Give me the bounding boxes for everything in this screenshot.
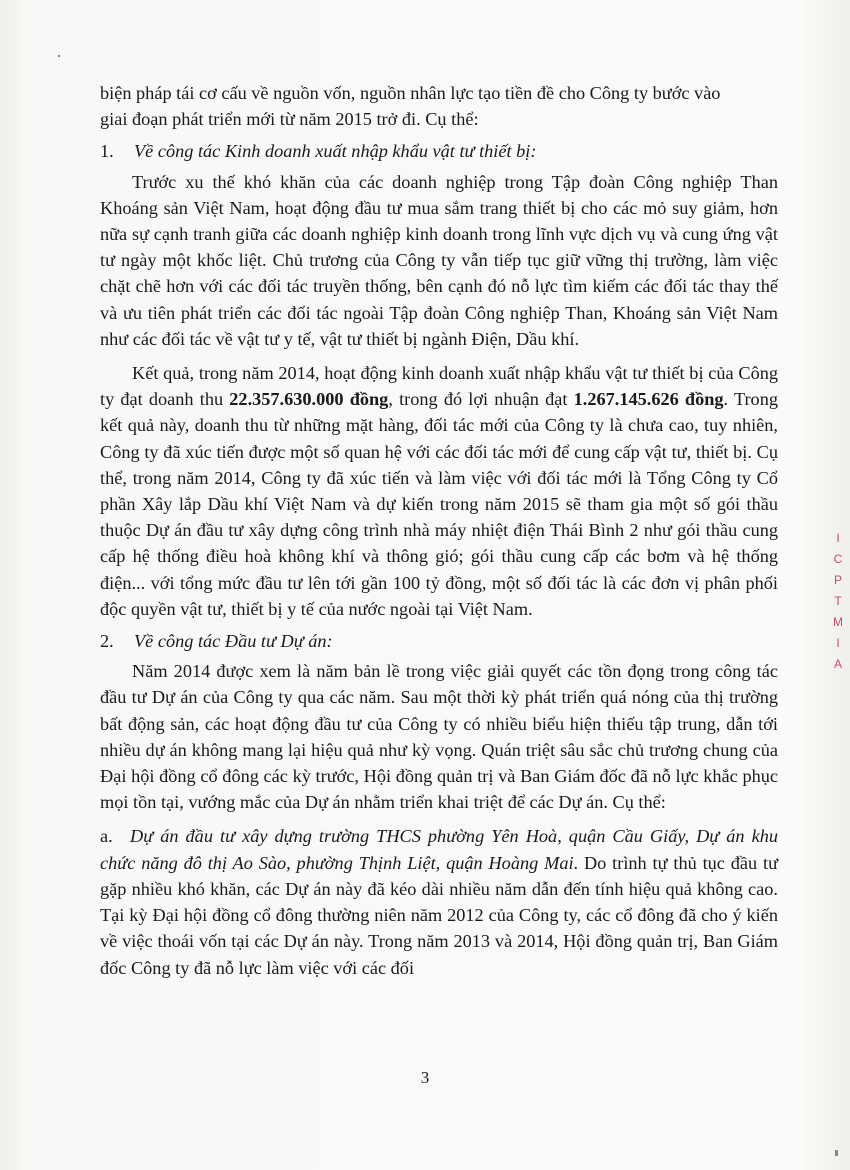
section-1-paragraph-2-part-b: , trong đó lợi nhuận đạt — [388, 389, 574, 410]
item-a-text: . Do trình tự thủ tục đầu tư gặp nhiều khó khăn, các Dự án này đã kéo dài nhiều năm dẫn đến tính hiệu quả không cao. Tại kỳ Đại hội đồng cổ đông thường niên năm 2012 của Công ty, các cổ đông đã cho ý kiến về việc thoái vốn tại các Dự án này. Trong năm 2013 và 2014, Hội đồng quản trị, Ban Giám đốc Công ty đã nỗ lực làm việc với các đối — [100, 852, 779, 978]
profit-value: 1.267.145.626 đồng — [573, 389, 724, 410]
section-1-paragraph-1: Trước xu thế khó khăn của các doanh nghiệp trong Tập đoàn Công nghiệp Than Khoáng sản Việt Nam, hoạt động đầu tư mua sắm trang thiết bị cho các mỏ suy giảm, hơn nữa sự cạnh tranh giữa các doanh nghiệp kinh doanh trong lĩnh vực dịch vụ và cung ứng vật tư ngày một khốc liệt. Chủ trương của Công ty vẫn tiếp tục giữ vững thị trường, làm việc chặt chẽ hơn với các đối tác truyền thống, bên cạnh đó nỗ lực tìm kiếm các đối tác thay thế và ưu tiên phát triển các đối tác ngoài Tập đoàn Công nghiệp Than, Khoáng sản Việt Nam như các đối tác về vật tư y tế, vật tư thiết bị ngành Điện, Dầu khí. — [100, 171, 778, 349]
scan-speck — [58, 55, 60, 57]
stamp-char: P — [833, 573, 842, 587]
section-2-number: 2. — [100, 631, 114, 652]
intro-paragraph — [100, 80, 778, 132]
intro-line-2: giai đoạn phát triển mới từ năm 2015 trở đi. Cụ thể: — [100, 109, 479, 130]
stamp-char: A — [833, 657, 842, 671]
intro-line-1: biện pháp tái cơ cấu về nguồn vốn, nguồn nhân lực tạo tiền đề cho Công ty bước vào — [100, 83, 721, 103]
section-1-paragraph-2-part-c: . Trong kết quả này, doanh thu từ những mặt hàng, đối tác mới của Công ty là chưa cao, tuy nhiên, Công ty đã xúc tiến được một số quan hệ với các đối tác mới để cung cấp vật tư, thiết bị. Cụ thể, trong năm 2014, Công ty đã xúc tiến và làm việc với đối tác mới là Tổng Công ty Cổ phần Xây lắp Dầu khí Việt Nam và dự kiến trong năm 2015 sẽ tham gia một số gói thầu thuộc Dự án đầu tư xây dựng công trình nhà máy nhiệt điện Thái Bình 2 như gói thầu cung cấp hệ thống điều hoà không khí và thông gió; gói thầu cung cấp các bơm và hệ thống điện... với tổng mức đầu tư lên tới gần 100 tỷ đồng, một số đối tác là các đơn vị phân phối độc quyền vật tư, thiết bị y tế của nước ngoài tại Việt Nam. — [100, 389, 778, 619]
section-1-title: Về công tác Kinh doanh xuất nhập khẩu vật tư thiết bị: — [134, 141, 537, 162]
section-2-title: Về công tác Đầu tư Dự án: — [134, 631, 333, 652]
section-1-paragraph-2-part-a: Kết quả, trong năm 2014, hoạt động kinh doanh xuất nhập khẩu vật tư thiết bị của Công ty đạt doanh thu — [100, 363, 778, 410]
section-1-paragraph-2 — [100, 360, 778, 622]
section-1-heading — [100, 138, 778, 164]
item-a-label: a. — [100, 826, 113, 847]
document-body — [100, 80, 778, 981]
revenue-value: 22.357.630.000 đồng — [229, 389, 389, 410]
scan-speck — [835, 1150, 838, 1156]
margin-stamp-mark — [830, 528, 846, 675]
stamp-char: C — [833, 552, 843, 566]
section-2-heading — [100, 628, 778, 654]
stamp-char: I — [836, 636, 840, 650]
stamp-char: I — [836, 531, 840, 545]
section-1-number: 1. — [100, 141, 114, 162]
stamp-char: M — [833, 615, 843, 629]
item-a-title: Dự án đầu tư xây dựng trường THCS phường Yên Hoà, quận Cầu Giấy, Dự án khu chức năng đô thị Ao Sào, phường Thịnh Liệt, quận Hoàng Mai — [100, 826, 778, 873]
section-2-paragraph-1: Năm 2014 được xem là năm bản lề trong việc giải quyết các tồn đọng trong công tác đầu tư Dự án của Công ty qua các năm. Sau một thời kỳ phát triển quá nóng của thị trường bất động sản, các hoạt động đầu tư của Công ty có nhiều biểu hiện thiếu tập trung, dẫn tới nhiều dự án không mang lại hiệu quả như kỳ vọng. Quán triệt sâu sắc chủ trương chung của Đại hội đồng cổ đông các kỳ trước, Hội đồng quản trị và Ban Giám đốc đã nỗ lực khắc phục mọi tồn tại, vướng mắc của Dự án nhằm triển khai triệt để các Dự án. Cụ thể: — [100, 661, 778, 813]
stamp-char: T — [834, 594, 842, 608]
section-2-item-a — [100, 823, 778, 980]
page-number: 3 — [420, 1068, 430, 1087]
